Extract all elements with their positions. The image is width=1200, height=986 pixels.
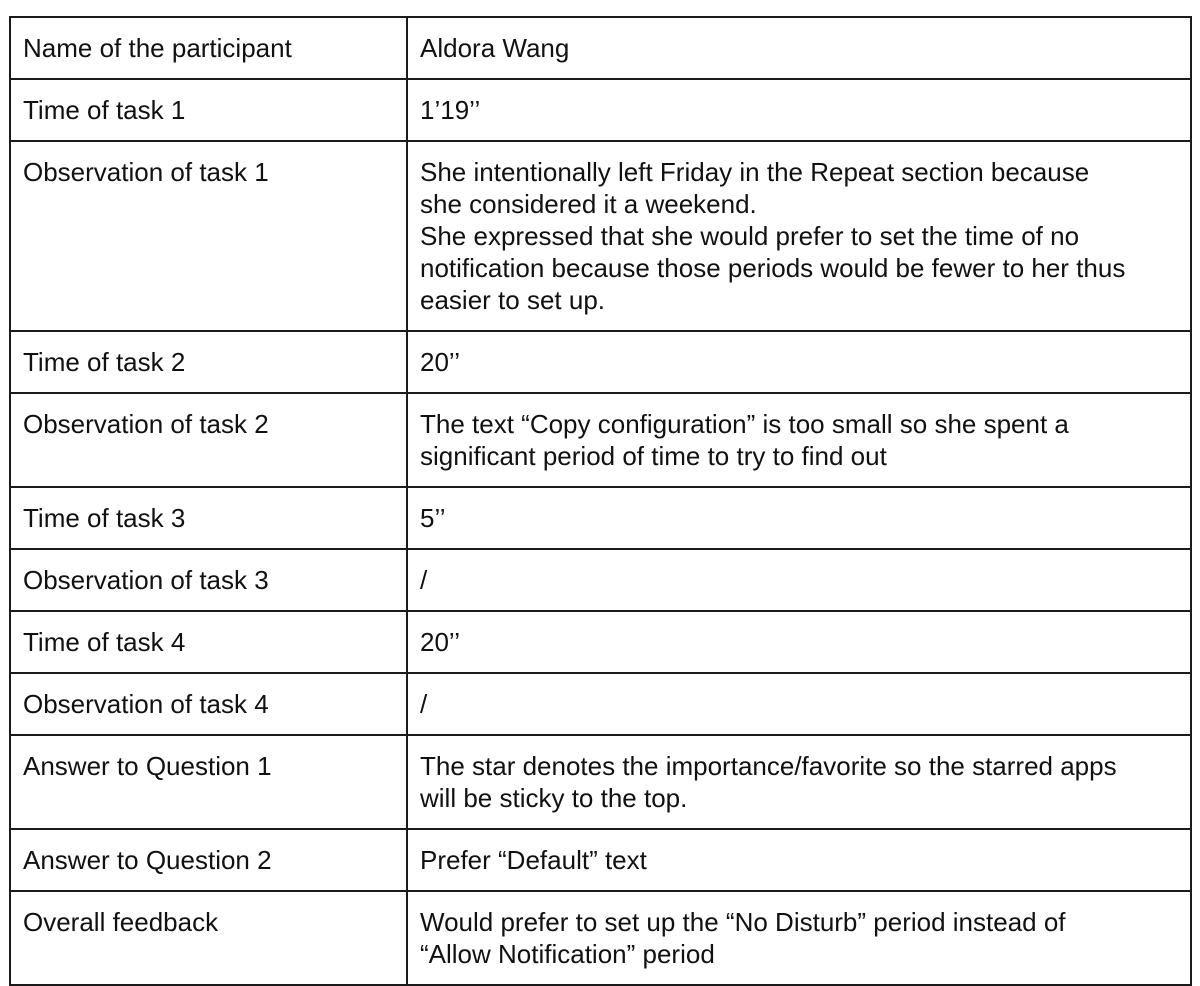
table-row [10, 79, 1191, 141]
row-value: The star denotes the importance/favorite so the starred apps will be sticky to the top. [407, 735, 1191, 829]
row-label: Overall feedback [10, 891, 407, 985]
row-label: Observation of task 4 [10, 673, 407, 735]
table-row [10, 829, 1191, 891]
row-label: Time of task 2 [10, 331, 407, 393]
row-value: She intentionally left Friday in the Repeat section because she considered it a weekend. She expressed that she would prefer to set the time of no notification because those periods would be fewer to her thus easier to set up. [407, 141, 1191, 331]
table-row [10, 673, 1191, 735]
table-row [10, 735, 1191, 829]
row-label: Observation of task 2 [10, 393, 407, 487]
row-value: 20’’ [407, 331, 1191, 393]
row-label: Answer to Question 1 [10, 735, 407, 829]
table-row [10, 17, 1191, 79]
table-row [10, 141, 1191, 331]
row-label: Time of task 4 [10, 611, 407, 673]
table-row [10, 331, 1191, 393]
table-row [10, 611, 1191, 673]
usability-test-results-table [9, 16, 1192, 986]
table-row [10, 891, 1191, 985]
row-value: 20’’ [407, 611, 1191, 673]
row-value: Aldora Wang [407, 17, 1191, 79]
table-row [10, 487, 1191, 549]
row-value: / [407, 549, 1191, 611]
row-value: 1’19’’ [407, 79, 1191, 141]
row-label: Observation of task 1 [10, 141, 407, 331]
row-value: The text “Copy configuration” is too small so she spent a significant period of time to try to find out [407, 393, 1191, 487]
row-value: Prefer “Default” text [407, 829, 1191, 891]
row-label: Answer to Question 2 [10, 829, 407, 891]
row-label: Observation of task 3 [10, 549, 407, 611]
table-row [10, 549, 1191, 611]
table-row [10, 393, 1191, 487]
row-label: Time of task 3 [10, 487, 407, 549]
row-label: Name of the participant [10, 17, 407, 79]
row-value: Would prefer to set up the “No Disturb” period instead of “Allow Notification” period [407, 891, 1191, 985]
row-value: 5’’ [407, 487, 1191, 549]
row-label: Time of task 1 [10, 79, 407, 141]
row-value: / [407, 673, 1191, 735]
